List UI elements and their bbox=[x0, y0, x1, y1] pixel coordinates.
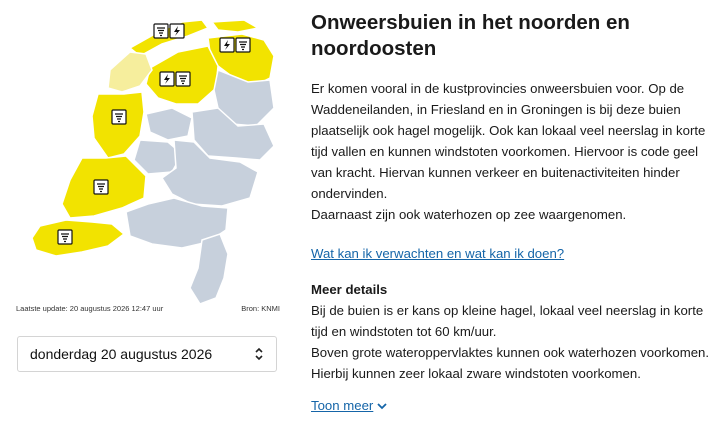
warning-map[interactable] bbox=[12, 8, 292, 318]
date-select-value: donderdag 20 augustus 2026 bbox=[30, 346, 213, 362]
last-update-text: Laatste update: 20 augustus 2026 12:47 uur bbox=[16, 304, 164, 313]
article-paragraph: Daarnaast zijn ook waterhozen op zee waargenomen. bbox=[311, 207, 627, 222]
map-footer bbox=[16, 304, 280, 313]
tornado-icon bbox=[94, 180, 108, 194]
chevron-up-down-icon bbox=[254, 347, 264, 361]
warning-article bbox=[311, 10, 716, 415]
what-to-expect-link[interactable]: Wat kan ik verwachten en wat kan ik doen? bbox=[311, 246, 565, 261]
region-zeeland[interactable] bbox=[32, 220, 124, 256]
details-paragraph: Boven grote wateroppervlaktes kunnen ook waterhozen voorkomen. bbox=[311, 345, 710, 360]
lightning-icon bbox=[170, 24, 184, 38]
region-flevoland[interactable] bbox=[146, 108, 192, 140]
details-paragraph: Bij de buien is er kans op kleine hagel, lokaal veel neerslag in korte tijd en windstoten tot 60 km/uur. bbox=[311, 303, 704, 339]
source-text: Bron: KNMI bbox=[241, 304, 280, 313]
tornado-icon bbox=[176, 72, 190, 86]
tornado-icon bbox=[236, 38, 250, 52]
article-paragraph: Er komen vooral in de kustprovincies onweersbuien voor. Op de Waddeneilanden, in Friesland en in Groningen is bij deze buien plaatselijk ook hagel mogelijk. Ook kan lokaal veel neerslag in korte tijd vallen en kunnen windstoten voorkomen. Hiervoor is code geel van kracht. Hiervan kunnen verkeer en buitenactiviteiten hinder ondervinden. bbox=[311, 81, 706, 201]
show-more-button[interactable] bbox=[311, 398, 387, 413]
tornado-icon bbox=[154, 24, 168, 38]
tornado-icon bbox=[58, 230, 72, 244]
lightning-icon bbox=[160, 72, 174, 86]
netherlands-map bbox=[12, 8, 292, 308]
details-paragraph: Hierbij kunnen zeer lokaal zware windstoten voorkomen. bbox=[311, 366, 641, 381]
region-wadden-east[interactable] bbox=[212, 20, 258, 32]
tornado-icon bbox=[112, 110, 126, 124]
lightning-icon bbox=[220, 38, 234, 52]
region-noord-holland-noord[interactable] bbox=[108, 52, 152, 92]
page-title: Onweersbuien in het noorden en noordoosten bbox=[311, 11, 630, 60]
region-noord-holland[interactable] bbox=[92, 92, 144, 158]
chevron-down-icon bbox=[377, 402, 387, 410]
details-heading: Meer details bbox=[311, 282, 388, 297]
show-more-label: Toon meer bbox=[311, 398, 374, 413]
date-select[interactable] bbox=[17, 336, 277, 372]
